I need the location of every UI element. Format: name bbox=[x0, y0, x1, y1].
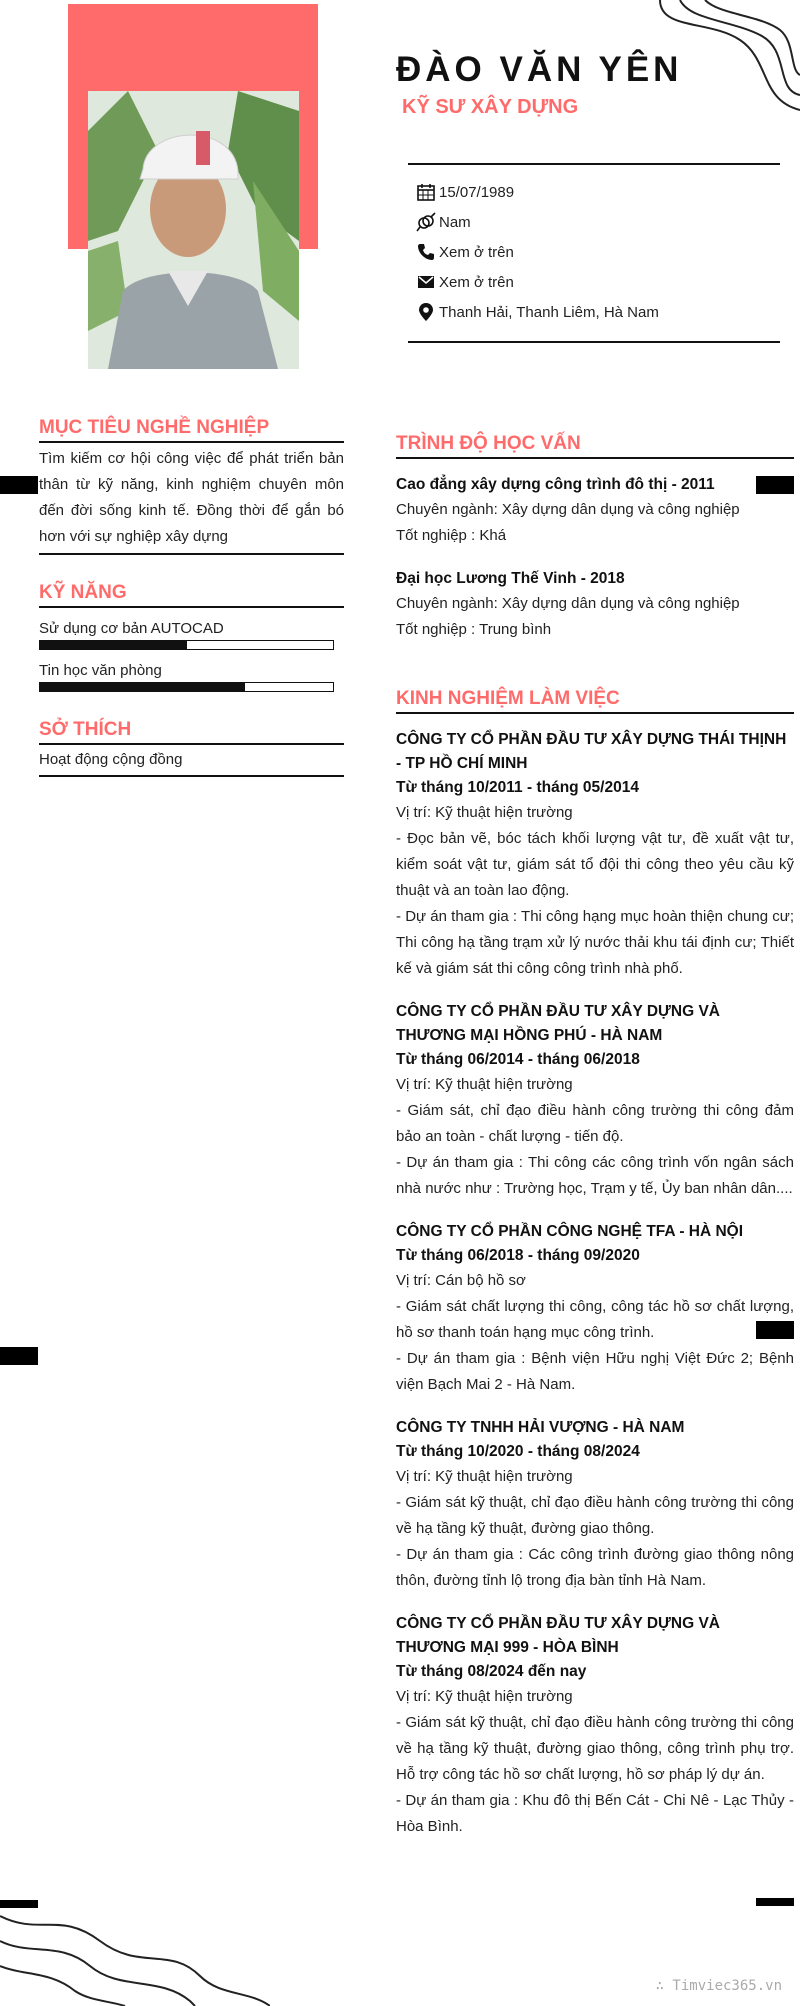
education-school: Đại học Lương Thế Vinh - 2018 bbox=[396, 570, 625, 587]
profile-photo bbox=[88, 91, 299, 369]
margin-marker bbox=[756, 1898, 794, 1906]
email-text: Xem ở trên bbox=[439, 273, 514, 291]
margin-marker bbox=[0, 476, 38, 494]
decorative-curves-icon bbox=[0, 1906, 270, 2006]
skill-bar bbox=[39, 682, 334, 692]
experience-period: Từ tháng 10/2020 - tháng 08/2024 bbox=[396, 1443, 640, 1460]
experience-detail: - Dự án tham gia : Thi công các công trình vốn ngân sách nhà nước như : Trường học, Trạm y tế, Ủy ban nhân dân.... bbox=[396, 1154, 794, 1197]
hobbies-text: Hoạt động cộng đồng bbox=[39, 745, 344, 777]
experience-period: Từ tháng 10/2011 - tháng 05/2014 bbox=[396, 779, 639, 796]
candidate-name: ĐÀO VĂN YÊN bbox=[396, 50, 683, 89]
experience-item bbox=[396, 728, 794, 982]
experience-detail: - Đọc bản vẽ, bóc tách khối lượng vật tư, đề xuất vật tư, kiểm soát vật tư, giám sát tổ đội thi công theo yêu cầu kỹ thuật và an toàn lao động. bbox=[396, 830, 794, 899]
experience-detail: - Giám sát chất lượng thi công, công tác hồ sơ chất lượng, hồ sơ thanh toán hạng mục công trình. bbox=[396, 1298, 794, 1341]
watermark: ∴ Timviec365.vn bbox=[655, 1978, 782, 1994]
margin-marker bbox=[0, 1347, 38, 1365]
education-major: Chuyên ngành: Xây dựng dân dụng và công nghiệp bbox=[396, 501, 740, 518]
experience-detail: Vị trí: Kỹ thuật hiện trường bbox=[396, 1076, 573, 1093]
contact-gender bbox=[416, 207, 780, 237]
experience-period: Từ tháng 08/2024 đến nay bbox=[396, 1663, 587, 1680]
objective-section bbox=[39, 417, 344, 555]
phone-text: Xem ở trên bbox=[439, 243, 514, 261]
objective-text: Tìm kiếm cơ hội công việc để phát triển bản thân từ kỹ năng, kinh nghiệm chuyên môn đến đời sống kinh tế. Đồng thời để gắn bó hơn với sự nghiệp xây dựng bbox=[39, 443, 344, 555]
experience-company: CÔNG TY CỔ PHẦN ĐẦU TƯ XÂY DỰNG VÀ THƯƠNG MẠI HỒNG PHÚ - HÀ NAM bbox=[396, 1003, 720, 1044]
education-grade: Tốt nghiệp : Trung bình bbox=[396, 621, 552, 638]
gender-icon bbox=[416, 212, 436, 232]
address-text: Thanh Hải, Thanh Liêm, Hà Nam bbox=[439, 303, 659, 321]
experience-detail: - Giám sát, chỉ đạo điều hành công trường thi công đảm bảo an toàn - chất lượng - tiến độ. bbox=[396, 1102, 794, 1145]
experience-detail: - Dự án tham gia : Bệnh viện Hữu nghị Việt Đức 2; Bệnh viện Bạch Mai 2 - Hà Nam. bbox=[396, 1350, 794, 1393]
education-item bbox=[396, 473, 794, 549]
skill-label: Tin học văn phòng bbox=[39, 662, 162, 679]
experience-detail: - Dự án tham gia : Khu đô thị Bến Cát - Chi Nê - Lạc Thủy - Hòa Bình. bbox=[396, 1792, 794, 1835]
experience-detail: - Dự án tham gia : Các công trình đường giao thông nông thôn, đường tỉnh lộ trong địa bàn tỉnh Hà Nam. bbox=[396, 1546, 794, 1589]
experience-detail: - Dự án tham gia : Thi công hạng mục hoàn thiện chung cư; Thi công hạ tầng trạm xử lý nước thải khu tái định cư; Thiết kế và giám sát thi công công trình nhà phố. bbox=[396, 908, 794, 977]
calendar-icon bbox=[416, 182, 436, 202]
education-item bbox=[396, 567, 794, 643]
email-icon bbox=[416, 272, 436, 292]
education-school: Cao đẳng xây dựng công trình đô thị - 2011 bbox=[396, 476, 715, 493]
skill-bar-fill bbox=[40, 683, 245, 691]
location-icon bbox=[416, 302, 436, 322]
experience-detail: - Giám sát kỹ thuật, chỉ đạo điều hành công trường thi công về hạ tầng kỹ thuật, đường giao thông, công trình phụ trợ. Hỗ trợ công tác hồ sơ chất lượng, hồ sơ pháp lý dự án. bbox=[396, 1714, 794, 1783]
skill-item bbox=[39, 662, 344, 692]
experience-item bbox=[396, 1416, 794, 1594]
skill-bar bbox=[39, 640, 334, 650]
education-grade: Tốt nghiệp : Khá bbox=[396, 527, 507, 544]
objective-title: MỤC TIÊU NGHỀ NGHIỆP bbox=[39, 417, 344, 443]
contact-email bbox=[416, 267, 780, 297]
watermark-text: Timviec365.vn bbox=[672, 1978, 782, 1994]
hobbies-section bbox=[39, 719, 344, 777]
experience-detail: Vị trí: Kỹ thuật hiện trường bbox=[396, 1468, 573, 1485]
margin-marker bbox=[0, 1900, 38, 1908]
experience-item bbox=[396, 1612, 794, 1840]
experience-company: CÔNG TY CỔ PHẦN ĐẦU TƯ XÂY DỰNG THÁI THỊNH - TP HỒ CHÍ MINH bbox=[396, 731, 787, 772]
experience-item bbox=[396, 1000, 794, 1202]
gender-text: Nam bbox=[439, 213, 471, 231]
experience-detail: Vị trí: Cán bộ hồ sơ bbox=[396, 1272, 526, 1289]
experience-period: Từ tháng 06/2018 - tháng 09/2020 bbox=[396, 1247, 640, 1264]
experience-company: CÔNG TY CỔ PHẦN ĐẦU TƯ XÂY DỰNG VÀ THƯƠNG MẠI 999 - HÒA BÌNH bbox=[396, 1615, 720, 1656]
job-title: KỸ SƯ XÂY DỰNG bbox=[402, 96, 579, 118]
experience-company: CÔNG TY TNHH HẢI VƯỢNG - HÀ NAM bbox=[396, 1419, 685, 1436]
skill-item bbox=[39, 620, 344, 650]
skills-section bbox=[39, 582, 344, 692]
education-title: TRÌNH ĐỘ HỌC VẤN bbox=[396, 433, 794, 459]
experience-detail: Vị trí: Kỹ thuật hiện trường bbox=[396, 1688, 573, 1705]
education-section bbox=[396, 433, 794, 643]
experience-detail: Vị trí: Kỹ thuật hiện trường bbox=[396, 804, 573, 821]
experience-title: KINH NGHIỆM LÀM VIỆC bbox=[396, 688, 794, 714]
experience-period: Từ tháng 06/2014 - tháng 06/2018 bbox=[396, 1051, 640, 1068]
education-major: Chuyên ngành: Xây dựng dân dụng và công nghiệp bbox=[396, 595, 740, 612]
hobbies-title: SỞ THÍCH bbox=[39, 719, 344, 745]
skill-label: Sử dụng cơ bản AUTOCAD bbox=[39, 620, 224, 637]
experience-detail: - Giám sát kỹ thuật, chỉ đạo điều hành công trường thi công về hạ tầng kỹ thuật, đường giao thông. bbox=[396, 1494, 794, 1537]
experience-item bbox=[396, 1220, 794, 1398]
contact-birthdate bbox=[416, 177, 780, 207]
skill-bar-fill bbox=[40, 641, 187, 649]
skills-title: KỸ NĂNG bbox=[39, 582, 344, 608]
experience-section bbox=[396, 688, 794, 1840]
experience-company: CÔNG TY CỔ PHẦN CÔNG NGHỆ TFA - HÀ NỘI bbox=[396, 1223, 744, 1240]
birthdate-text: 15/07/1989 bbox=[439, 183, 515, 201]
phone-icon bbox=[416, 242, 436, 262]
contact-address bbox=[416, 297, 780, 327]
contact-info bbox=[408, 163, 780, 343]
contact-phone bbox=[416, 237, 780, 267]
